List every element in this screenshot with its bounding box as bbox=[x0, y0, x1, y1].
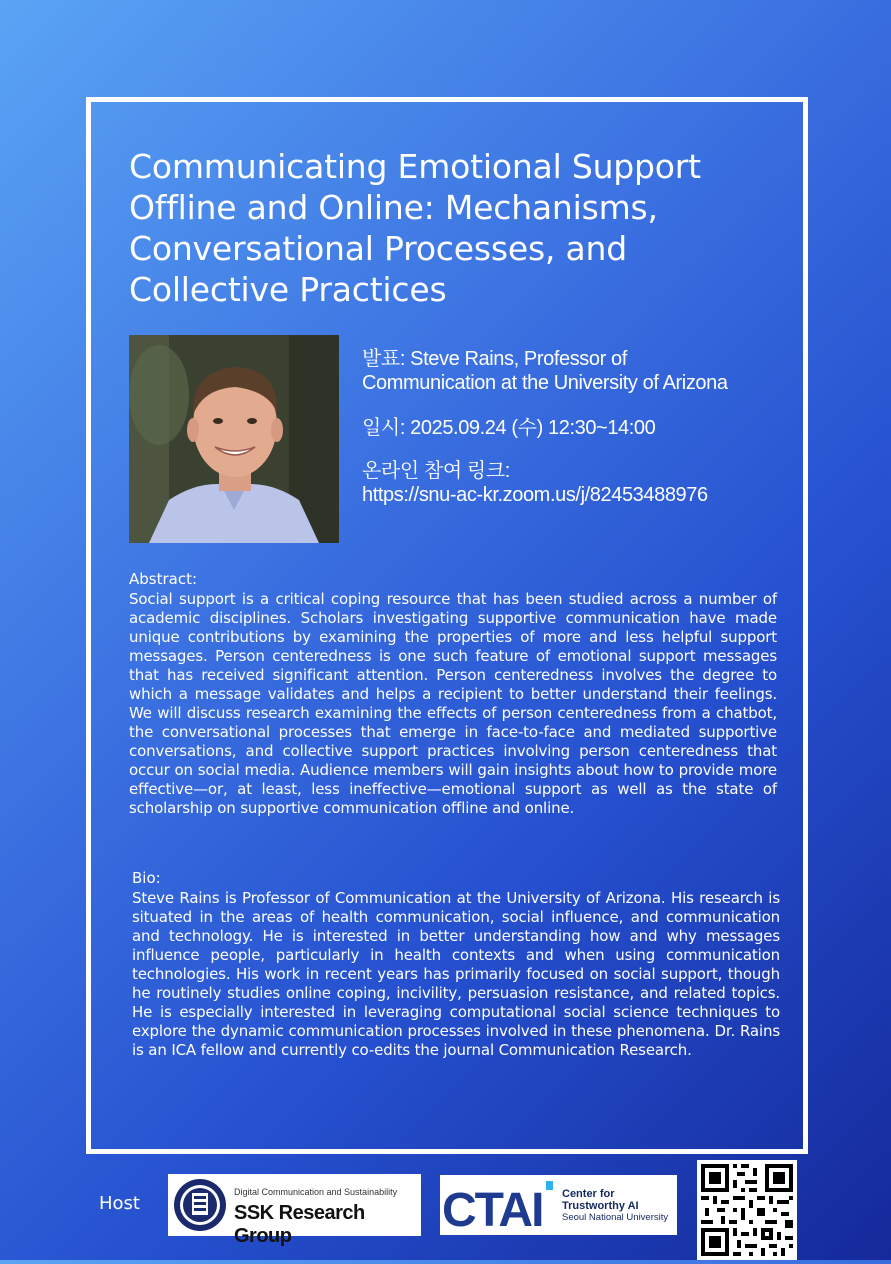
zoom-link[interactable]: https://snu-ac-kr.zoom.us/j/82453488976 bbox=[362, 484, 708, 506]
presenter-line-1: 발표: Steve Rains, Professor of bbox=[362, 348, 627, 370]
abstract-text: Social support is a critical coping resource that has been studied across a number of academic disciplines. Scholars investigating supportive communication have made unique contributions by examining the properties of more and less helpful support messages. Person centeredness is one such feature of emotional support messages that has received significant attention. Person centeredness involves the degree to which a message validates and helps a recipient to better understand their feelings. We will discuss research examining the effects of person centeredness from a chatbot, the conversational processes that emerge in face-to-face and mediated supportive conversations, and collective support practices involving person centeredness that occur on social media. Audience members will gain insights about how to provide more effective—or, at least, less ineffective—emotional support as well as the state of scholarship on supportive communication offline and online. bbox=[129, 590, 777, 817]
ctai-mark-text: CTAI bbox=[442, 1184, 543, 1231]
ctai-text bbox=[562, 1188, 668, 1224]
online-link-label: 온라인 참여 링크: bbox=[362, 460, 510, 482]
event-datetime: 일시: 2025.09.24 (수) 12:30~14:00 bbox=[362, 417, 656, 439]
ctai-line-2: Trustworthy AI bbox=[562, 1200, 639, 1212]
abstract-heading: Abstract: bbox=[129, 570, 198, 588]
ssk-name: SSK Research Group bbox=[234, 1202, 365, 1247]
online-link-block bbox=[362, 459, 802, 507]
poster-title: Communicating Emotional Support Offline and Online: Mechanisms, Conversational Processes, and Collective Practices bbox=[129, 147, 701, 309]
bio-heading: Bio: bbox=[132, 869, 161, 887]
ctai-line-1: Center for bbox=[562, 1188, 615, 1200]
ssk-research-group-logo bbox=[168, 1174, 421, 1247]
ctai-logo-icon bbox=[442, 1181, 554, 1231]
ctai-line-3: Seoul National University bbox=[562, 1212, 669, 1223]
ctai-logo bbox=[440, 1175, 677, 1235]
ssk-subtitle: Digital Communication and Sustainability bbox=[234, 1187, 398, 1197]
qr-code-icon bbox=[697, 1160, 797, 1260]
speaker-photo bbox=[129, 335, 339, 543]
speaker-portrait-icon bbox=[129, 335, 339, 543]
snu-emblem-icon bbox=[172, 1177, 228, 1233]
bio-text: Steve Rains is Professor of Communication at the University of Arizona. His research is situated in the areas of health communication, social influence, and communication and technology. He is interested in better understanding how and why messages influence people, particularly in health contexts and when using communication technologies. His work in recent years has primarily focused on social support, though he routinely studies online coping, incivility, persuasion resistance, and related topics. He is especially interested in leveraging computational social science techniques to explore the dynamic communication processes involved in these phenomena. Dr. Rains is an ICA fellow and currently co-edits the journal Communication Research. bbox=[132, 889, 780, 1059]
host-label: Host bbox=[99, 1193, 140, 1214]
presenter-info bbox=[362, 347, 802, 395]
presenter-line-2: Communication at the University of Arizona bbox=[362, 372, 728, 394]
qr-code[interactable] bbox=[697, 1160, 797, 1260]
